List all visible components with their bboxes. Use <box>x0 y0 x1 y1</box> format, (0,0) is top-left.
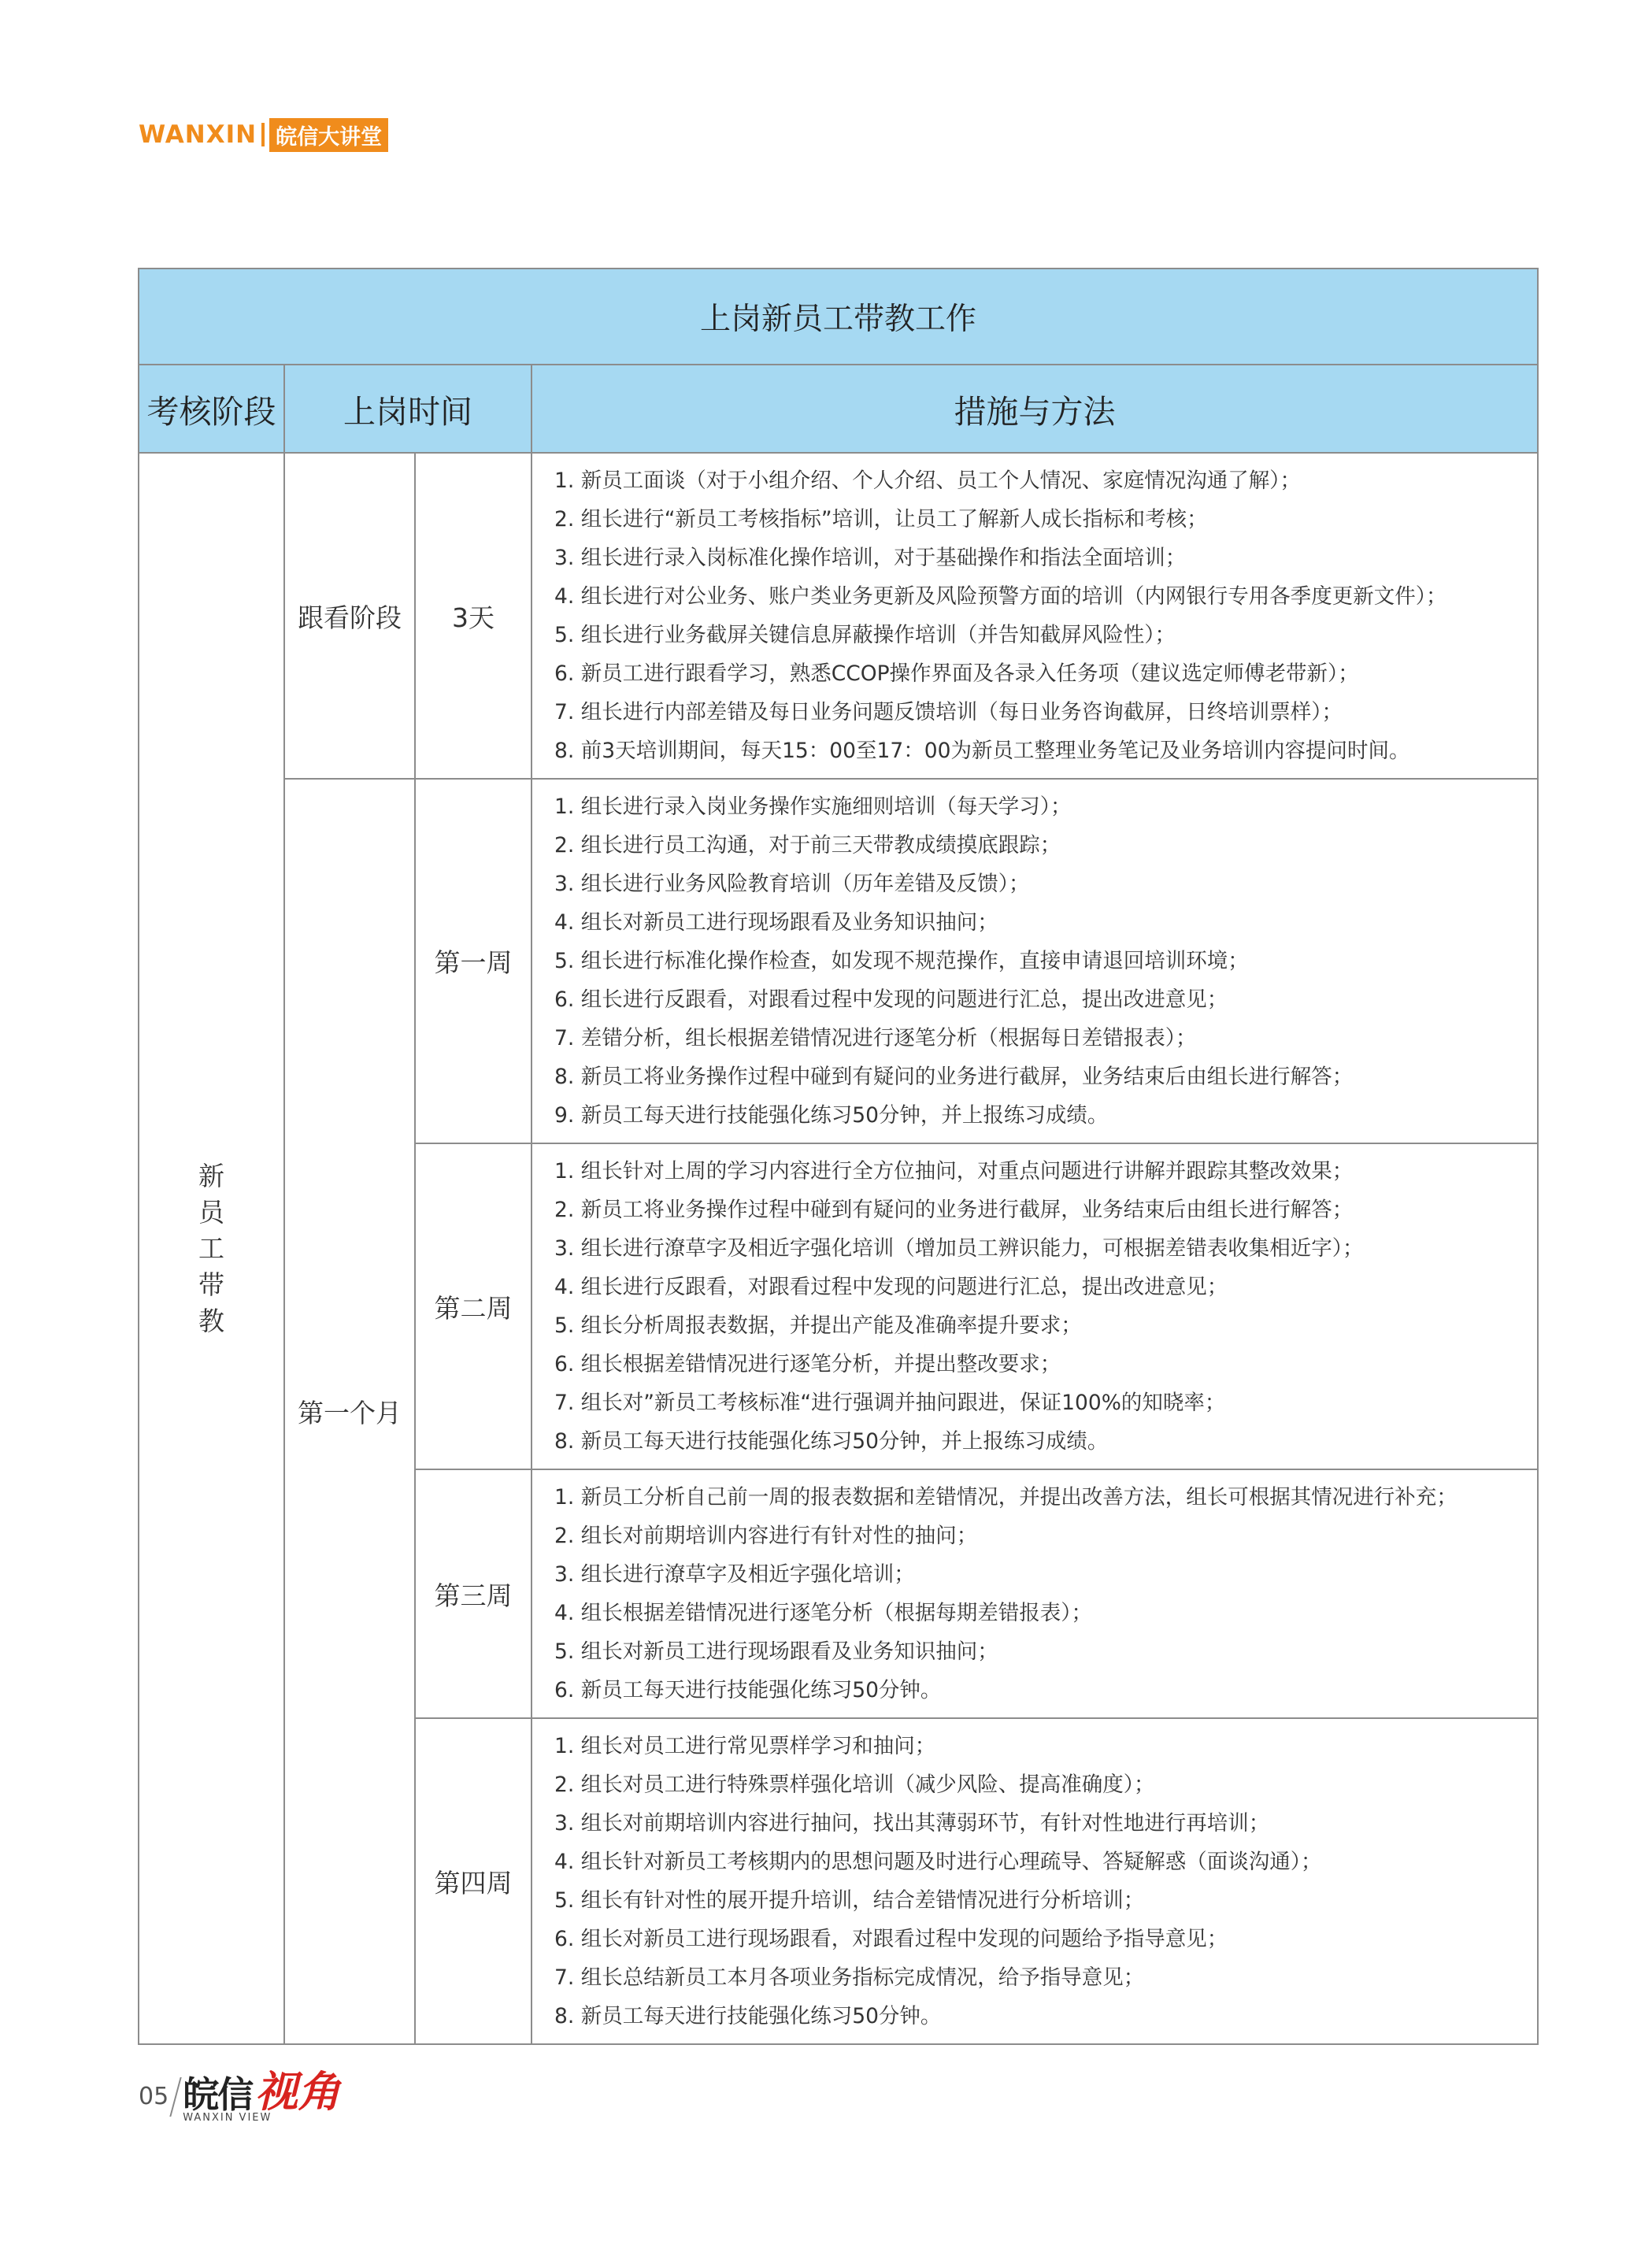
measures-list <box>554 1727 1521 2036</box>
measure-item: 1. 新员工面谈（对于小组介绍、个人介绍、员工个人情况、家庭情况沟通了解）； <box>554 469 1301 493</box>
measure-item: 6. 新员工进行跟看学习，熟悉CCOP操作界面及各录入任务项（建议选定师傅老带新）； <box>554 661 1359 686</box>
measure-item: 1. 组长进行录入岗业务操作实施细则培训（每天学习）； <box>554 795 1072 819</box>
measure-item: 7. 差错分析，组长根据差错情况进行逐笔分析（根据每日差错报表）； <box>554 1026 1197 1050</box>
measure-item: 1. 新员工分析自己前一周的报表数据和差错情况，并提出改善方法，组长可根据其情况进行补充； <box>554 1485 1458 1510</box>
measure-item: 3. 组长进行潦草字及相近字强化培训； <box>554 1562 915 1587</box>
measure-item: 2. 组长对前期培训内容进行有针对性的抽问； <box>554 1524 978 1548</box>
measures-cell <box>532 1469 1538 1718</box>
measure-item: 1. 组长针对上周的学习内容进行全方位抽问，对重点问题进行讲解并跟踪其整改效果； <box>554 1159 1354 1184</box>
measure-item: 7. 组长对”新员工考核标准“进行强调并抽问跟进，保证100%的知晓率； <box>554 1391 1226 1415</box>
measure-item: 4. 组长针对新员工考核期内的思想问题及时进行心理疏导、答疑解惑（面谈沟通）； <box>554 1850 1322 1874</box>
brand-header <box>139 118 388 151</box>
measures-list <box>554 461 1521 770</box>
week-label: 第三周 <box>415 1469 532 1718</box>
footer-divider <box>169 2077 181 2117</box>
stage-label: 新员工带教 <box>198 1160 224 1336</box>
measures-list <box>554 1152 1521 1461</box>
measure-item: 8. 新员工将业务操作过程中碰到有疑问的业务进行截屏，业务结束后由组长进行解答； <box>554 1065 1354 1089</box>
page-footer <box>139 2066 341 2124</box>
brand-name-cn: 皖信大讲堂 <box>269 118 388 152</box>
measures-cell <box>532 453 1538 779</box>
measures-cell <box>532 779 1538 1143</box>
header-measures: 措施与方法 <box>532 365 1538 453</box>
logo-text-cn: 皖信 <box>183 2073 253 2116</box>
measures-list <box>554 1478 1521 1710</box>
measures-cell <box>532 1143 1538 1469</box>
measure-item: 5. 组长分析周报表数据，并提出产能及准确率提升要求； <box>554 1313 1082 1338</box>
measures-list <box>554 787 1521 1135</box>
measure-item: 6. 组长对新员工进行现场跟看，对跟看过程中发现的问题给予指导意见； <box>554 1927 1228 1951</box>
logo-text-red: 视角 <box>255 2066 341 2117</box>
measure-item: 4. 组长根据差错情况进行逐笔分析（根据每期差错报表）； <box>554 1601 1092 1625</box>
measure-item: 5. 组长进行标准化操作检查，如发现不规范操作，直接申请退回培训环境； <box>554 949 1249 973</box>
measure-item: 6. 组长根据差错情况进行逐笔分析，并提出整改要求； <box>554 1352 1061 1376</box>
phase-period: 3天 <box>415 453 532 779</box>
brand-name-en: WANXIN <box>139 120 257 149</box>
measure-item: 3. 组长进行潦草字及相近字强化培训（增加员工辨识能力，可根据差错表收集相近字）； <box>554 1236 1364 1261</box>
measure-item: 8. 前3天培训期间，每天15：00至17：00为新员工整理业务笔记及业务培训内容提问时间。 <box>554 739 1410 763</box>
measure-item: 6. 组长进行反跟看，对跟看过程中发现的问题进行汇总，提出改进意见； <box>554 987 1228 1012</box>
measure-item: 2. 组长进行“新员工考核指标”培训，让员工了解新人成长指标和考核； <box>554 507 1208 532</box>
logo-text-en: WANXIN VIEW <box>183 2112 272 2124</box>
table-title: 上岗新员工带教工作 <box>139 269 1538 365</box>
week-label: 第一周 <box>415 779 532 1143</box>
phase-name: 跟看阶段 <box>284 453 415 779</box>
measure-item: 2. 新员工将业务操作过程中碰到有疑问的业务进行截屏，业务结束后由组长进行解答； <box>554 1198 1354 1222</box>
measure-item: 8. 新员工每天进行技能强化练习50分钟，并上报练习成绩。 <box>554 1429 1109 1454</box>
brand-divider <box>261 123 265 146</box>
measure-item: 7. 组长进行内部差错及每日业务问题反馈培训（每日业务咨询截屏，日终培训票样）； <box>554 700 1343 724</box>
measure-item: 3. 组长对前期培训内容进行抽问，找出其薄弱环节，有针对性地进行再培训； <box>554 1811 1270 1836</box>
measure-item: 4. 组长进行对公业务、账户类业务更新及风险预警方面的培训（内网银行专用各季度更新文件）； <box>554 584 1447 609</box>
measure-item: 4. 组长进行反跟看，对跟看过程中发现的问题进行汇总，提出改进意见； <box>554 1275 1228 1299</box>
measure-item: 7. 组长总结新员工本月各项业务指标完成情况，给予指导意见； <box>554 1965 1145 1990</box>
measure-item: 1. 组长对员工进行常见票样学习和抽问； <box>554 1734 936 1758</box>
measure-item: 2. 组长对员工进行特殊票样强化培训（减少风险、提高准确度）； <box>554 1773 1155 1797</box>
measures-cell <box>532 1718 1538 2044</box>
phase-name: 第一个月 <box>284 779 415 2044</box>
measure-item: 8. 新员工每天进行技能强化练习50分钟。 <box>554 2004 942 2028</box>
measure-item: 3. 组长进行录入岗标准化操作培训，对于基础操作和指法全面培训； <box>554 546 1187 570</box>
measure-item: 5. 组长有针对性的展开提升培训，结合差错情况进行分析培训； <box>554 1888 1145 1913</box>
week-label: 第四周 <box>415 1718 532 2044</box>
stage-cell <box>139 453 284 2044</box>
week-label: 第二周 <box>415 1143 532 1469</box>
measure-item: 9. 新员工每天进行技能强化练习50分钟，并上报练习成绩。 <box>554 1103 1109 1128</box>
measure-item: 6. 新员工每天进行技能强化练习50分钟。 <box>554 1678 942 1702</box>
measure-item: 5. 组长对新员工进行现场跟看及业务知识抽问； <box>554 1639 998 1664</box>
measure-item: 5. 组长进行业务截屏关键信息屏蔽操作培训（并告知截屏风险性）； <box>554 623 1176 647</box>
measure-item: 2. 组长进行员工沟通，对于前三天带教成绩摸底跟踪； <box>554 833 1061 858</box>
footer-logo <box>183 2066 341 2124</box>
measure-item: 3. 组长进行业务风险教育培训（历年差错及反馈）； <box>554 872 1030 896</box>
page-number: 05 <box>139 2083 169 2110</box>
header-time: 上岗时间 <box>284 365 532 453</box>
measure-item: 4. 组长对新员工进行现场跟看及业务知识抽问； <box>554 910 998 935</box>
training-table <box>138 268 1539 2045</box>
header-stage: 考核阶段 <box>139 365 284 453</box>
